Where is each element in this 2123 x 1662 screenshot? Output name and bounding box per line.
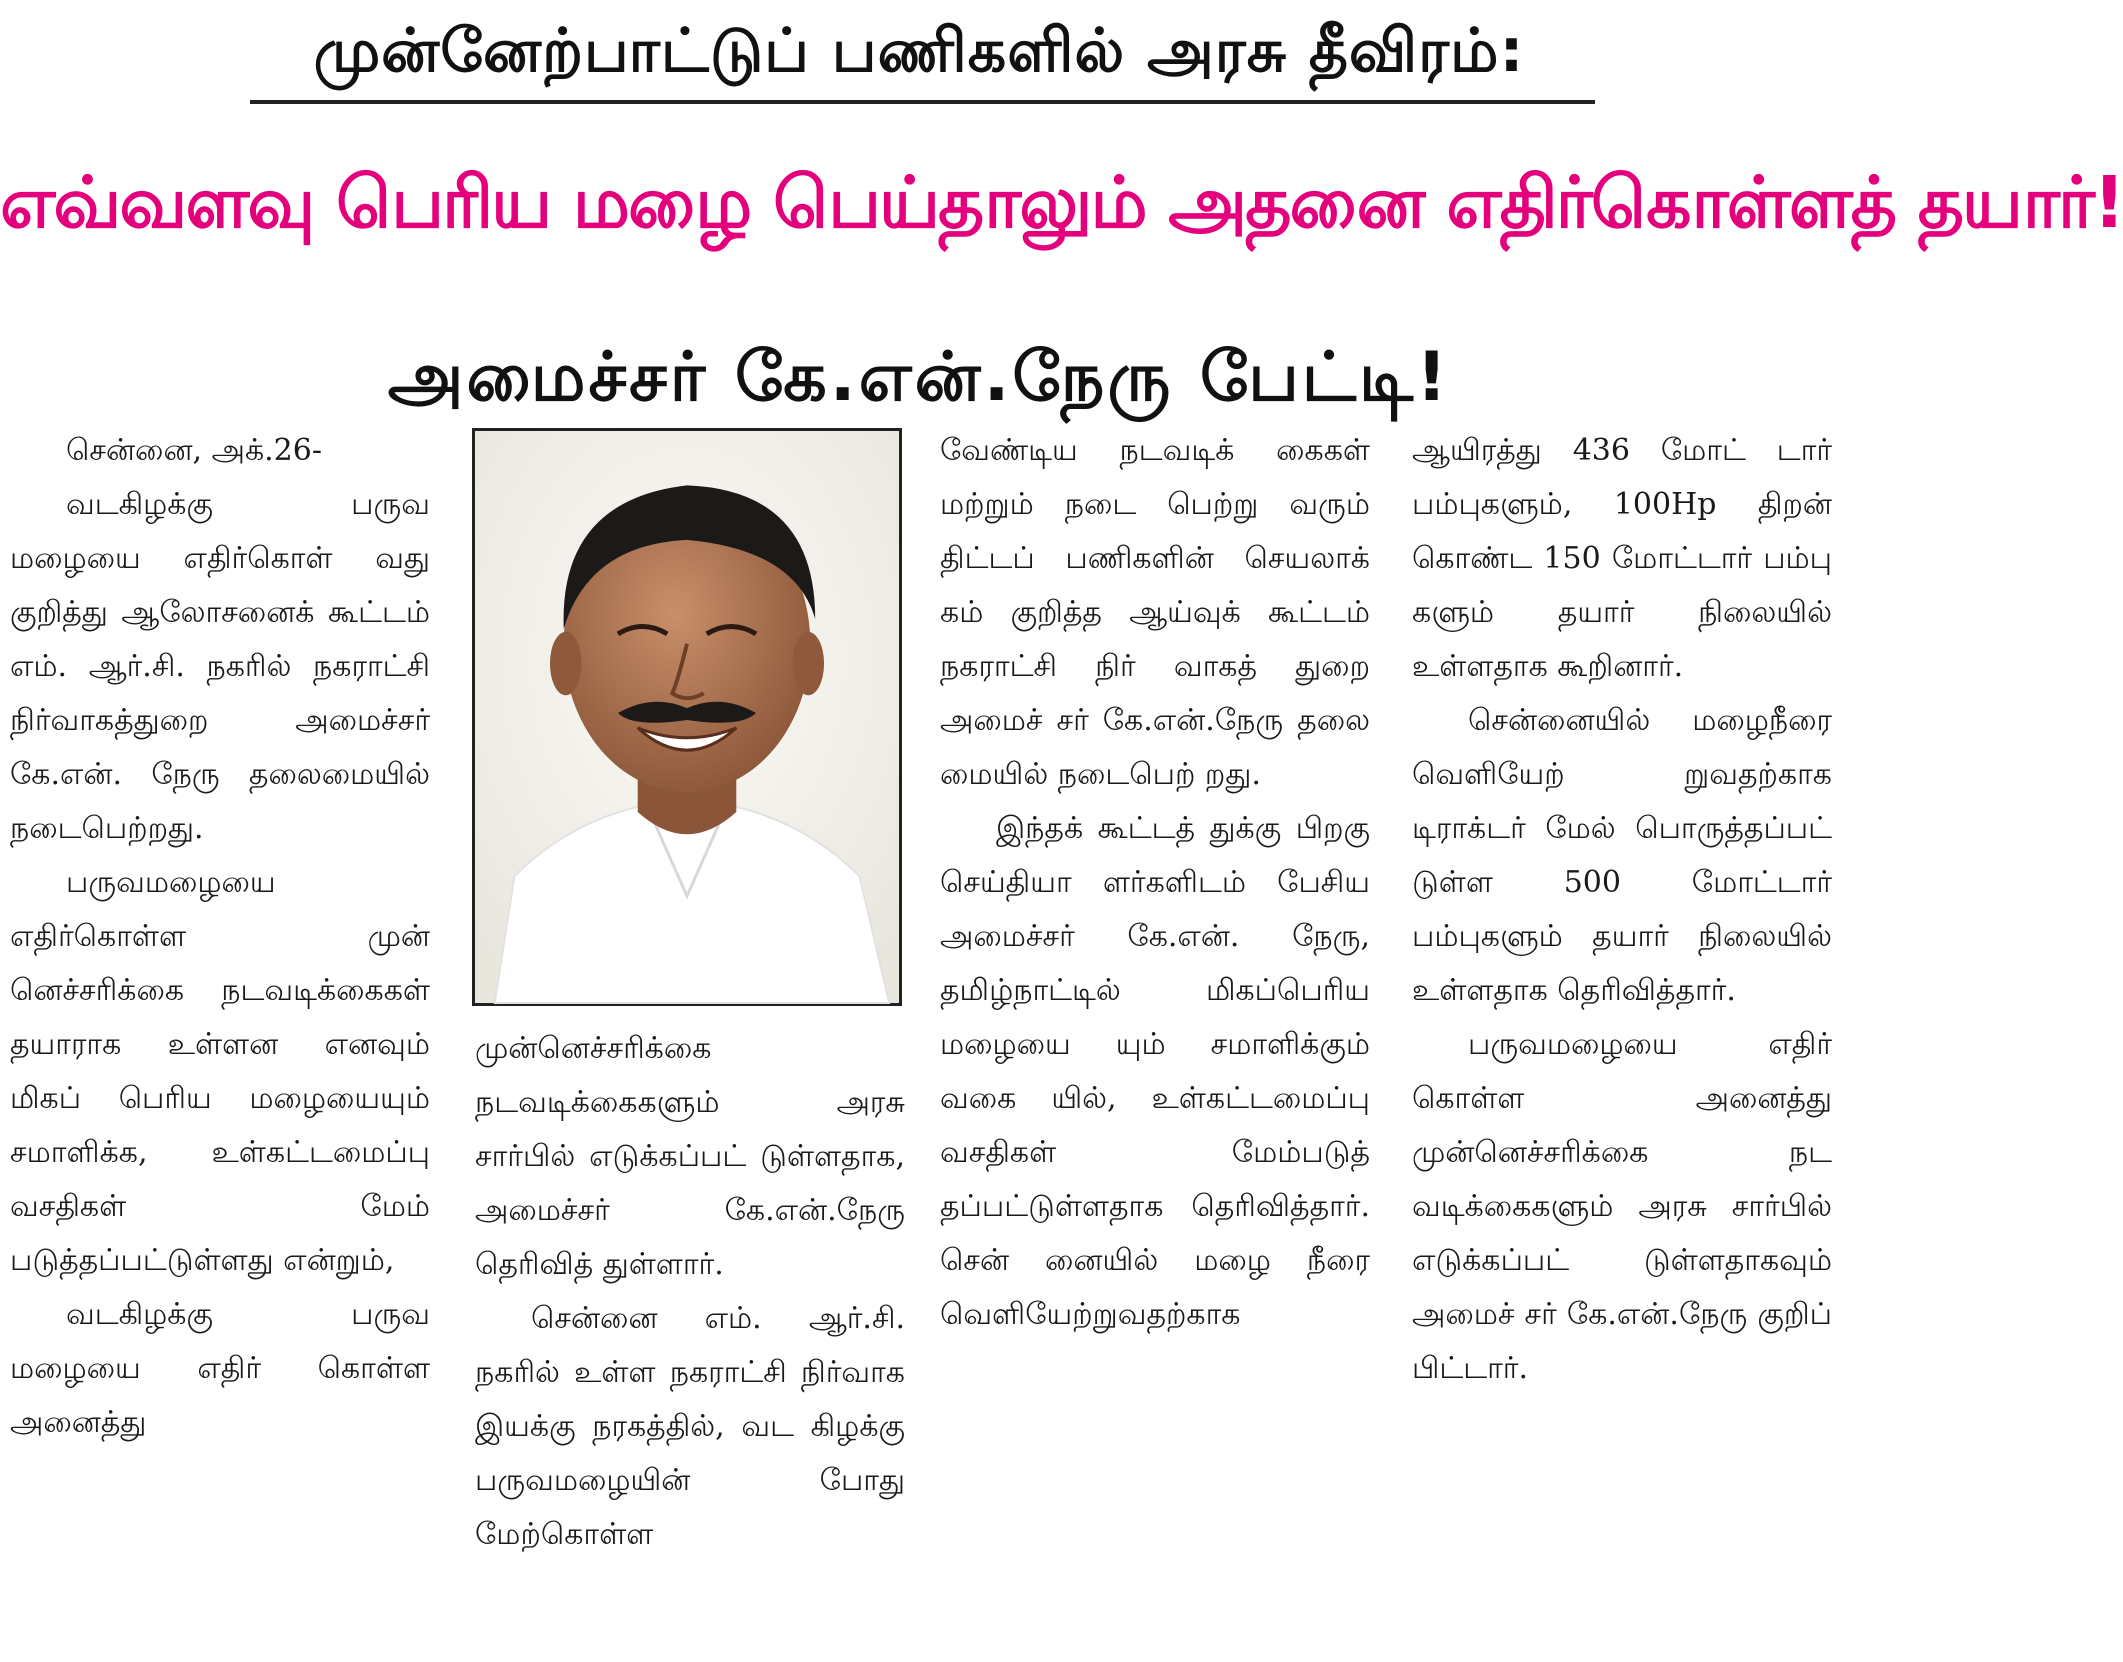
article-column-3 [940,424,1370,1660]
paragraph: வடகிழக்கு பருவ மழையை எதிர் கொள்ள அனைத்து [10,1297,430,1440]
paragraph: வேண்டிய நடவடிக் கைகள் மற்றும் நடை பெற்று வரும் திட்டப் பணிகளின் செயலாக் கம் குறித்த ஆய்வுக் கூட்டம் நகராட்சி நிர் வாகத் துறை அமைச் சர் கே.என்.நேரு தலை மையில் நடைபெற் றது. [940,433,1370,792]
paragraph: முன்னெச்சரிக்கை நடவடிக்கைகளும் அரசு சார்பில் எடுக்கப்பட் டுள்ளதாக, அமைச்சர் கே.என்.நேரு தெரிவித் துள்ளார். [475,1031,905,1282]
paragraph: சென்னை எம். ஆர்.சி. நகரில் உள்ள நகராட்சி நிர்வாக இயக்கு நரகத்தில், வட கிழக்கு பருவமழையின் போது மேற்கொள்ள [475,1301,905,1552]
article-column-2 [475,1022,905,1662]
kicker-heading: முன்னேற்பாட்டுப் பணிகளில் அரசு தீவிரம்: [313,16,1525,86]
article-column-1 [10,424,430,1660]
article-column-4 [1412,424,1832,1660]
paragraph: பருவமழையை எதிர்கொள்ள முன் னெச்சரிக்கை நடவடிக்கைகள் தயாராக உள்ளன எனவும் மிகப் பெரிய மழையையும் சமாளிக்க, உள்கட்டமைப்பு வசதிகள் மேம் படுத்தப்பட்டுள்ளது என்றும், [10,865,430,1278]
main-headline: எவ்வளவு பெரிய மழை பெய்தாலும் அதனை எதிர்கொள்ளத் தயார்! [0,161,2123,244]
kicker-underline [250,100,1595,104]
paragraph: சென்னையில் மழைநீரை வெளியேற் றுவதற்காக டிராக்டர் மேல் பொருத்தப்பட் டுள்ள 500 மோட்டார் பம்புகளும் தயார் நிலையில் உள்ளதாக தெரிவித்தார். [1412,703,1832,1008]
sub-headline: அமைச்சர் கே.என்.நேரு பேட்டி! [387,338,1451,417]
paragraph: வடகிழக்கு பருவ மழையை எதிர்கொள் வது குறித்து ஆலோசனைக் கூட்டம் எம். ஆர்.சி. நகரில் நகராட்சி நிர்வாகத்துறை அமைச்சர் கே.என். நேரு தலைமையில் நடைபெற்றது. [10,487,430,846]
minister-portrait-photo [472,428,902,1006]
dateline: சென்னை, அக்.26- [66,433,322,468]
paragraph: ஆயிரத்து 436 மோட் டார் பம்புகளும், 100Hp திறன் கொண்ட 150 மோட்டார் பம்பு களும் தயார் நிலையில் உள்ளதாக கூறினார். [1412,433,1832,684]
portrait-photo-icon [475,431,899,1003]
paragraph: பருவமழையை எதிர் கொள்ள அனைத்து முன்னெச்சரிக்கை நட வடிக்கைகளும் அரசு சார்பில் எடுக்கப்பட் டுள்ளதாகவும் அமைச் சர் கே.என்.நேரு குறிப் பிட்டார். [1412,1027,1832,1386]
paragraph: இந்தக் கூட்டத் துக்கு பிறகு செய்தியா ளர்களிடம் பேசிய அமைச்சர் கே.என். நேரு, தமிழ்நாட்டில் மிகப்பெரிய மழையை யும் சமாளிக்கும் வகை யில், உள்கட்டமைப்பு வசதிகள் மேம்படுத் தப்பட்டுள்ளதாக தெரிவித்தார். சென் னையில் மழை நீரை வெளியேற்றுவதற்காக [940,811,1370,1332]
